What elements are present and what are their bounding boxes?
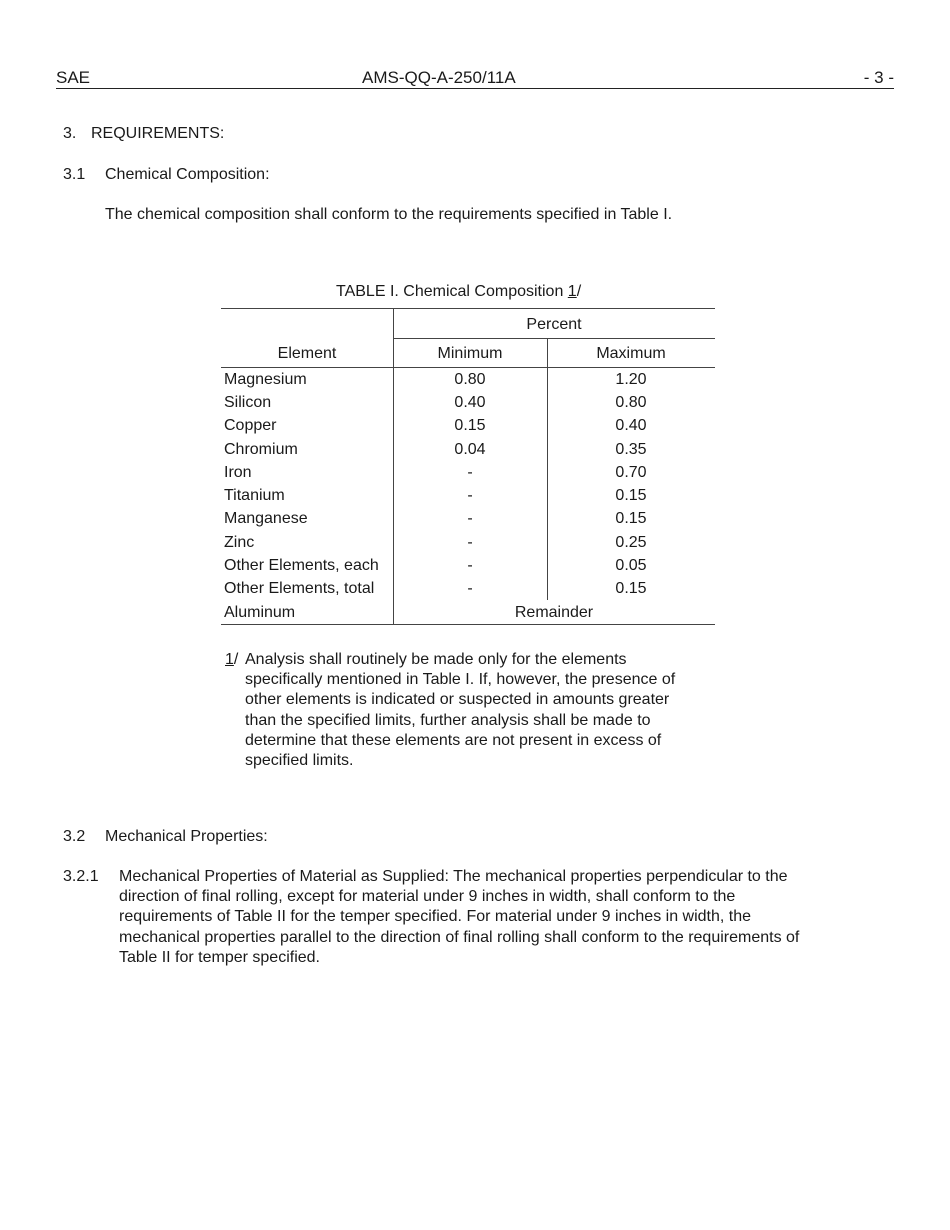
table-row-element: Chromium [224, 441, 298, 458]
table-percent-rule [393, 338, 715, 339]
table-row-max: 0.80 [615, 394, 647, 411]
table-row-min: 0.04 [454, 441, 486, 458]
table-col-minimum: Minimum [437, 345, 503, 362]
table-row-min: - [467, 464, 473, 481]
section-3-1-body: The chemical composition shall conform to the requirements specified in Table I. [105, 206, 673, 223]
table-col-element: Element [277, 345, 337, 362]
table-row-element: Titanium [224, 487, 285, 504]
table-1 [221, 308, 715, 625]
footnote-line: specified limits. [245, 752, 354, 770]
table-row-min: 0.15 [454, 417, 486, 434]
footnote-line: Analysis shall routinely be made only for the elements [245, 651, 627, 668]
footnote-line: determine that these elements are not present in excess of [245, 731, 662, 749]
table-row-min: - [467, 557, 473, 574]
footnote-marker [225, 650, 238, 670]
table-row-max: 0.05 [615, 557, 647, 574]
section-3-number: 3. [63, 125, 77, 142]
section-3-1-title: Chemical Composition: [105, 166, 270, 183]
footnote-line: other elements is indicated or suspected in amounts greater [245, 691, 670, 709]
table-row-element: Magnesium [224, 371, 307, 388]
header-document-id: AMS-QQ-A-250/11A [362, 68, 516, 87]
footnote-text [245, 650, 725, 771]
table-row-min: - [467, 487, 473, 504]
table-row-min: - [467, 534, 473, 551]
table-row-element: Manganese [224, 510, 308, 527]
header-page-number: - 3 - [863, 68, 894, 87]
table-top-rule [221, 308, 715, 309]
page-header [56, 68, 894, 89]
table-row-element: Silicon [224, 394, 272, 411]
table-last-row-value: Remainder [514, 604, 594, 621]
footnote-number: 1 [225, 651, 234, 668]
body-line: Mechanical Properties of Material as Supplied: The mechanical properties perpendicular to the [119, 868, 788, 885]
table-row-max: 0.15 [615, 487, 647, 504]
section-3-2-title: Mechanical Properties: [105, 828, 268, 845]
table-group-header: Percent [526, 316, 582, 333]
table-row-max: 0.25 [615, 534, 647, 551]
table-row-min: 0.80 [454, 371, 486, 388]
table-row-element: Other Elements, total [224, 580, 375, 597]
table-row-max: 0.40 [615, 417, 647, 434]
footnote-line: than the specified limits, further analysis shall be made to [245, 711, 651, 729]
body-line: requirements of Table II for the temper specified. For material under 9 inches in width, the [119, 908, 752, 926]
body-line: mechanical properties parallel to the direction of final rolling shall conform to the requirements of [119, 928, 800, 946]
table-row-max: 0.15 [615, 580, 647, 597]
section-3-2-1-body [119, 867, 879, 968]
table-header-rule [221, 367, 715, 368]
table-row-element: Iron [224, 464, 252, 481]
table-row-element: Copper [224, 417, 277, 434]
table-1-footnote-slash: / [576, 283, 582, 300]
table-1-footnote-ref: 1 [567, 283, 577, 300]
table-row-min: 0.40 [454, 394, 486, 411]
header-org: SAE [56, 68, 91, 87]
table-1-caption [336, 282, 581, 302]
footnote-slash: / [233, 651, 239, 668]
table-row-max: 1.20 [615, 371, 647, 388]
table-row-max: 0.15 [615, 510, 647, 527]
section-3-1-number: 3.1 [63, 166, 86, 183]
table-row-max: 0.35 [615, 441, 647, 458]
table-row-max: 0.70 [615, 464, 647, 481]
body-line: Table II for temper specified. [119, 948, 320, 966]
footnote-line: specifically mentioned in Table I. If, however, the presence of [245, 671, 676, 689]
body-line: direction of final rolling, except for material under 9 inches in width, shall conform to the [119, 888, 736, 906]
table-1-caption-text: TABLE I. Chemical Composition [336, 283, 568, 300]
table-row-min: - [467, 580, 473, 597]
table-bottom-rule [221, 624, 715, 625]
table-row-element: Other Elements, each [224, 557, 379, 574]
section-3-2-number: 3.2 [63, 828, 86, 845]
table-row-element: Zinc [224, 534, 255, 551]
table-row-min: - [467, 510, 473, 527]
section-3-title: REQUIREMENTS: [91, 125, 225, 142]
table-col-maximum: Maximum [596, 345, 666, 362]
section-3-2-1-number: 3.2.1 [63, 868, 99, 885]
table-last-row-element: Aluminum [224, 604, 296, 621]
